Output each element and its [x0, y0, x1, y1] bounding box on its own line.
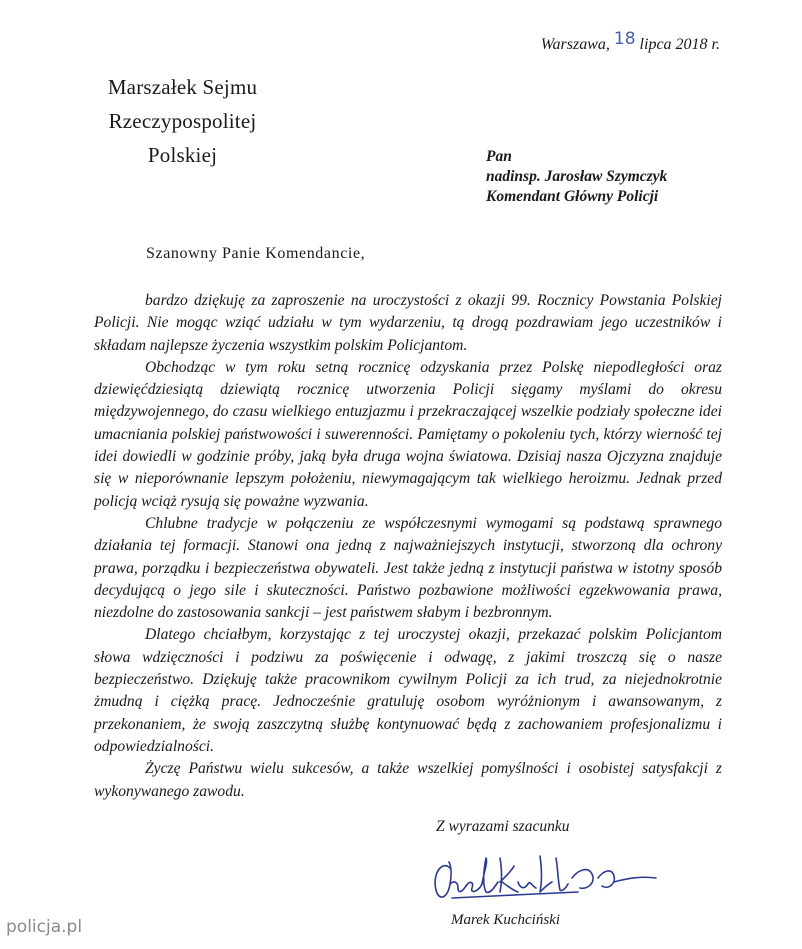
body-paragraph: bardzo dziękuję za zaproszenie na uroczystości z okazji 99. Rocznicy Powstania Polskiej Policji. Nie mogąc wziąć udziału w tym wydarzeniu, tą drogą pozdrawiam jego uczestników i składam najlepsze życzenia wszystkim polskim Policjantom. [94, 292, 722, 354]
closing-phrase: Z wyrazami szacunku [436, 818, 570, 835]
sender-title: Marszałek Sejmu [107, 75, 258, 99]
signer-name: Marek Kuchciński [451, 912, 560, 928]
salutation: Szanowny Panie Komendancie, [146, 245, 366, 262]
letter-date [540, 29, 720, 54]
date-day-handwritten: 18 [613, 29, 636, 49]
addressee-line: Pan [486, 148, 512, 165]
body-paragraph: Życzę Państwu wielu sukcesów, a także wszelkiej pomyślności i osobistej satysfakcji z wykonywanego zawodu. [94, 760, 722, 800]
date-suffix: lipca 2018 r. [639, 36, 720, 53]
addressee-line: nadinsp. Jarosław Szymczyk [486, 168, 668, 185]
addressee-line: Komendant Główny Policji [486, 188, 659, 205]
body-paragraph: Obchodząc w tym roku setną rocznicę odzyskania przez Polskę niepodległości oraz dziewięćdziesiątą dziewiątą rocznicę utworzenia Policji sięgamy myślami do okresu międzywojennego, do czasu wielkiego entuzjazmu i przekraczającej wszelkie podziały społeczne idei umacniania polskiej państwowości i suwerenności. Pamiętamy o pokoleniu tych, którzy wierność tej idei dowiedli w godzinie próby, jaką była druga wojna światowa. Dzisiaj nasza Ojczyzna znajduje się w nieporównanie lepszym położeniu, niewymagającym tak wielkiego heroizmu. Jednak przed policją wciąż rysują się poważne wyzwania. [94, 358, 722, 510]
sender-header [75, 70, 290, 172]
addressee-block [486, 147, 667, 207]
date-prefix: Warszawa, [540, 36, 610, 53]
signature-icon [428, 848, 673, 910]
body-paragraph: Dlatego chciałbym, korzystając z tej uroczystej okazji, przekazać polskim Policjantom słowa wdzięczności i podziwu za poświęcenie i odwagę, z jakimi troszczą się o nasze bezpieczeństwo. Dziękuję także pracownikom cywilnym Policji za ich trud, za niejednokrotnie żmudną i ciężką pracę. Jednocześnie gratuluję osobom wyróżnionym i awansowanym, z przekonaniem, że swoją zaszczytną służbę kontynuować będą z zachowaniem profesjonalizmu i odpowiedzialności. [94, 626, 722, 755]
sender-institution: Rzeczypospolitej Polskiej [108, 109, 257, 167]
letter-body [94, 290, 722, 803]
body-paragraph: Chlubne tradycje w połączeniu ze współczesnymi wymogami są podstawą sprawnego działania tej formacji. Stanowi ona jedną z najważniejszych instytucji, stworzoną dla ochrony prawa, porządku i bezpieczeństwa obywateli. Jest także jedną z instytucji państwa w istotny sposób decydującą o jego sile i skuteczności. Państwo pozbawione możliwości egzekwowania prawa, niezdolne do zastosowania sankcji – jest państwem słabym i bezbronnym. [94, 514, 722, 622]
watermark-logo: policja.pl [6, 917, 83, 937]
